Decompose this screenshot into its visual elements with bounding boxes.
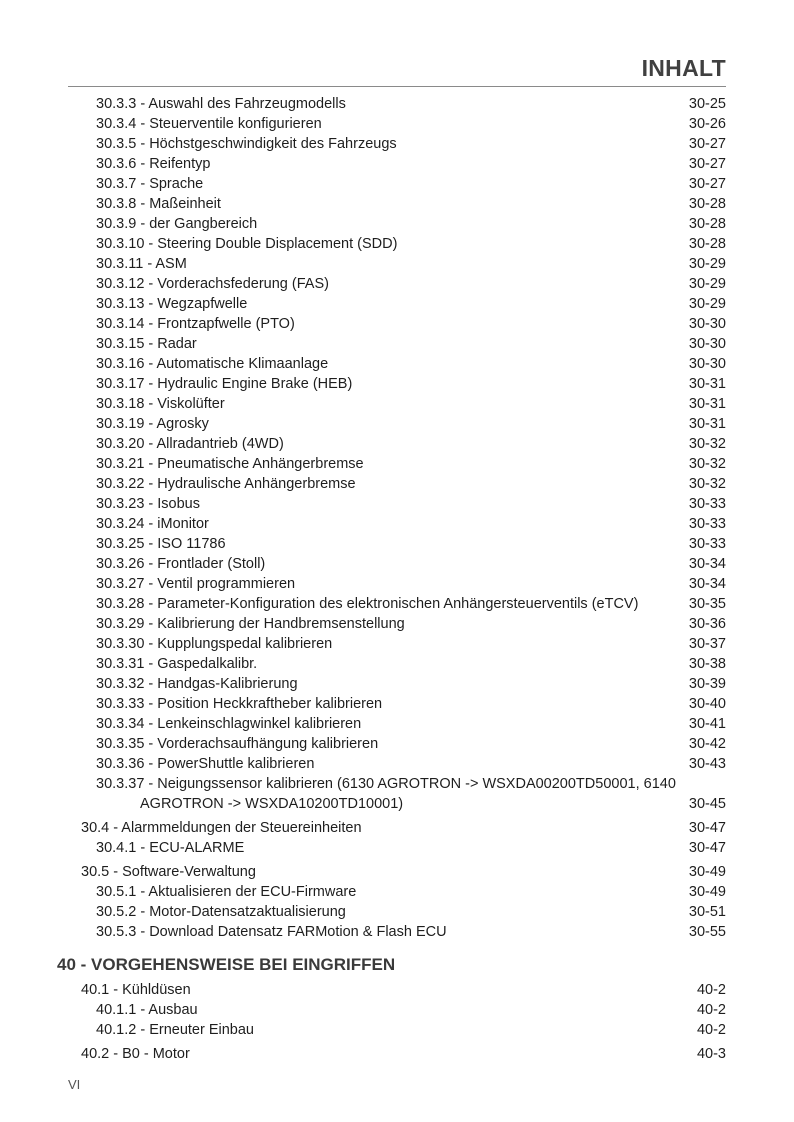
toc-entry-title: 30.3.19 - Agrosky: [96, 416, 209, 432]
toc-entry-page: 30-45: [688, 796, 726, 812]
toc-entry: [0, 114, 794, 134]
toc-entry: [0, 694, 794, 714]
toc-entry: [0, 394, 794, 414]
toc-entry: [0, 494, 794, 514]
toc-entry: [0, 754, 794, 774]
toc-entry-page: 30-30: [688, 336, 726, 352]
toc-entry: [0, 294, 794, 314]
toc-entry: [0, 374, 794, 394]
toc-entry-title: 30.3.5 - Höchstgeschwindigkeit des Fahrzeugs: [96, 136, 397, 152]
toc-entry: [0, 314, 794, 334]
toc-entry-page: 30-25: [688, 96, 726, 112]
toc-entry-page: 30-51: [688, 904, 726, 920]
toc-entry-page: 30-39: [688, 676, 726, 692]
toc-entry: [0, 454, 794, 474]
toc-entry: [0, 838, 794, 858]
toc-entry-page: 30-34: [688, 576, 726, 592]
toc-entry-title: 40.2 - B0 - Motor: [81, 1046, 190, 1062]
toc-entry-page: 30-36: [688, 616, 726, 632]
toc-entry-title: 30.3.11 - ASM: [96, 256, 187, 272]
toc-entry-title: 30.3.16 - Automatische Klimaanlage: [96, 356, 329, 372]
toc-entry: [0, 174, 794, 194]
toc-entry: [0, 594, 794, 614]
toc-entry-title: 40.1 - Kühldüsen: [81, 982, 191, 998]
toc-entry-page: 40-2: [696, 982, 726, 998]
toc-entry-title: 30.3.31 - Gaspedalkalibr.: [96, 656, 258, 672]
toc-entry-title: 40.1.2 - Erneuter Einbau: [96, 1022, 254, 1038]
toc-entry: [0, 574, 794, 594]
toc-entry-title: 30.3.8 - Maßeinheit: [96, 196, 221, 212]
toc-entry-page: 30-30: [688, 356, 726, 372]
toc-entry: [0, 434, 794, 454]
toc-entry: [0, 794, 794, 814]
toc-entry: [0, 882, 794, 902]
toc-entry-title: 30.3.17 - Hydraulic Engine Brake (HEB): [96, 376, 353, 392]
toc-entry-page: 30-31: [688, 416, 726, 432]
toc-entry-title: 40 - VORGEHENSWEISE BEI EINGRIFFEN: [57, 955, 396, 974]
toc-entry-page: 30-32: [688, 436, 726, 452]
toc-entry-title: 30.3.26 - Frontlader (Stoll): [96, 556, 266, 572]
toc-entry: [0, 980, 794, 1000]
toc-entry-title: 30.3.37 - Neigungssensor kalibrieren (6130 AGROTRON -> WSXDA00200TD50001, 6140: [96, 776, 676, 792]
toc-entry-title: 30.3.27 - Ventil programmieren: [96, 576, 296, 592]
toc-entry: [0, 818, 794, 838]
toc-entry-page: 30-31: [688, 396, 726, 412]
toc-entry-title: 30.4 - Alarmmeldungen der Steuereinheiten: [81, 820, 362, 836]
toc-entry-page: 30-27: [688, 136, 726, 152]
toc-entry-page: 30-38: [688, 656, 726, 672]
toc-entry: [0, 554, 794, 574]
toc-entry-title: 30.3.32 - Handgas-Kalibrierung: [96, 676, 298, 692]
toc-entry-page: 30-28: [688, 196, 726, 212]
toc-entry-title: 30.3.21 - Pneumatische Anhängerbremse: [96, 456, 364, 472]
toc-entry-title: 30.3.29 - Kalibrierung der Handbremsenstellung: [96, 616, 405, 632]
toc-entry-page: 30-33: [688, 536, 726, 552]
toc-entry-title: 40.1.1 - Ausbau: [96, 1002, 198, 1018]
toc-entry: [0, 862, 794, 882]
toc-entry: [0, 614, 794, 634]
header-divider: [68, 86, 726, 87]
toc-entry: [0, 334, 794, 354]
toc-entry-page: 30-47: [688, 840, 726, 856]
toc-entry: [0, 134, 794, 154]
toc-entry-title: 30.5.1 - Aktualisieren der ECU-Firmware: [96, 884, 357, 900]
toc-entry-page: 30-49: [688, 884, 726, 900]
toc-entry-title: 30.3.15 - Radar: [96, 336, 197, 352]
toc-entry-title: 30.3.23 - Isobus: [96, 496, 200, 512]
chapter-heading: [0, 955, 794, 975]
toc-entry-page: 30-33: [688, 516, 726, 532]
toc-entry-title: 30.4.1 - ECU-ALARME: [96, 840, 245, 856]
toc-entry: [0, 654, 794, 674]
toc-entry-title: 30.3.6 - Reifentyp: [96, 156, 211, 172]
toc-entry: [0, 414, 794, 434]
toc-entry: [0, 154, 794, 174]
toc-entry-page: 40-3: [696, 1046, 726, 1062]
toc-entry-page: 30-33: [688, 496, 726, 512]
toc-entry-title: 30.3.28 - Parameter-Konfiguration des elektronischen Anhängersteuerventils (eTCV): [96, 596, 639, 612]
toc-entry: [0, 474, 794, 494]
toc-entry-title: 30.3.3 - Auswahl des Fahrzeugmodells: [96, 96, 346, 112]
toc-entry-page: 30-30: [688, 316, 726, 332]
toc-entry-page: 30-43: [688, 756, 726, 772]
toc-entry-page: 30-29: [688, 276, 726, 292]
toc-entry-page: 30-40: [688, 696, 726, 712]
toc-entry-title: 30.3.22 - Hydraulische Anhängerbremse: [96, 476, 356, 492]
toc-entry-title: 30.3.10 - Steering Double Displacement (SDD): [96, 236, 398, 252]
toc-entry-title: 30.3.13 - Wegzapfwelle: [96, 296, 248, 312]
toc-entry-page: 40-2: [696, 1002, 726, 1018]
toc-entry-page: 30-31: [688, 376, 726, 392]
toc-entry-title: 30.3.25 - ISO 11786: [96, 536, 226, 552]
toc-entry-page: 30-28: [688, 236, 726, 252]
toc-entry-page: 30-29: [688, 296, 726, 312]
toc-entry: [0, 354, 794, 374]
toc-entry-page: 30-32: [688, 476, 726, 492]
toc-entry-page: 30-55: [688, 924, 726, 940]
toc-entry-page: 30-27: [688, 156, 726, 172]
toc-entry-page: 30-37: [688, 636, 726, 652]
toc-entry: [0, 674, 794, 694]
toc-entry-page: 30-26: [688, 116, 726, 132]
toc-entry-page: 30-32: [688, 456, 726, 472]
toc-entry-title: 30.5 - Software-Verwaltung: [81, 864, 256, 880]
toc-entry: [0, 234, 794, 254]
toc-entry-title: 30.5.3 - Download Datensatz FARMotion & Flash ECU: [96, 924, 447, 940]
toc-entry: [0, 922, 794, 942]
toc-entry: [0, 534, 794, 554]
toc-entry-title: 30.3.18 - Viskolüfter: [96, 396, 225, 412]
toc-entry-title: 30.3.4 - Steuerventile konfigurieren: [96, 116, 322, 132]
toc-entry: [0, 1020, 794, 1040]
page-number: VI: [68, 1077, 81, 1092]
toc-entry: [0, 902, 794, 922]
toc-entry: [0, 214, 794, 234]
toc-entry-page: 30-49: [688, 864, 726, 880]
toc-entry-page: 30-41: [688, 716, 726, 732]
toc-entry: [0, 774, 794, 794]
toc-entry: [0, 514, 794, 534]
toc-entry: [0, 274, 794, 294]
toc-entry-title: 30.3.14 - Frontzapfwelle (PTO): [96, 316, 295, 332]
toc-entry: [0, 194, 794, 214]
toc-entry-title: 30.3.34 - Lenkeinschlagwinkel kalibrieren: [96, 716, 362, 732]
toc-entry-title: 30.3.30 - Kupplungspedal kalibrieren: [96, 636, 333, 652]
toc-entry-title: 30.5.2 - Motor-Datensatzaktualisierung: [96, 904, 346, 920]
toc-entry-title: 30.3.35 - Vorderachsaufhängung kalibrieren: [96, 736, 379, 752]
toc-entry-title: 30.3.33 - Position Heckkraftheber kalibrieren: [96, 696, 383, 712]
page-title: INHALT: [641, 55, 726, 81]
toc-entry-page: 40-2: [696, 1022, 726, 1038]
toc-entry-title: 30.3.7 - Sprache: [96, 176, 204, 192]
toc-entry-page: 30-42: [688, 736, 726, 752]
toc-entry: [0, 94, 794, 114]
toc-entry: [0, 1044, 794, 1064]
toc-entry: [0, 714, 794, 734]
toc-entry-page: 30-35: [688, 596, 726, 612]
toc-entry-page: 30-28: [688, 216, 726, 232]
toc-entry: [0, 1000, 794, 1020]
toc-entry-page: 30-47: [688, 820, 726, 836]
toc-entry-title: 30.3.12 - Vorderachsfederung (FAS): [96, 276, 329, 292]
toc-entry-page: 30-29: [688, 256, 726, 272]
toc-entry-title: 30.3.24 - iMonitor: [96, 516, 209, 532]
toc-entry: [0, 634, 794, 654]
toc-entry-page: 30-34: [688, 556, 726, 572]
toc-entry: [0, 254, 794, 274]
toc-entry-title: 30.3.36 - PowerShuttle kalibrieren: [96, 756, 315, 772]
toc-entry-title: 30.3.20 - Allradantrieb (4WD): [96, 436, 284, 452]
toc-entry-title: 30.3.9 - der Gangbereich: [96, 216, 258, 232]
toc-entry: [0, 734, 794, 754]
toc-entry-page: 30-27: [688, 176, 726, 192]
toc-entry-title: AGROTRON -> WSXDA10200TD10001): [140, 796, 404, 812]
